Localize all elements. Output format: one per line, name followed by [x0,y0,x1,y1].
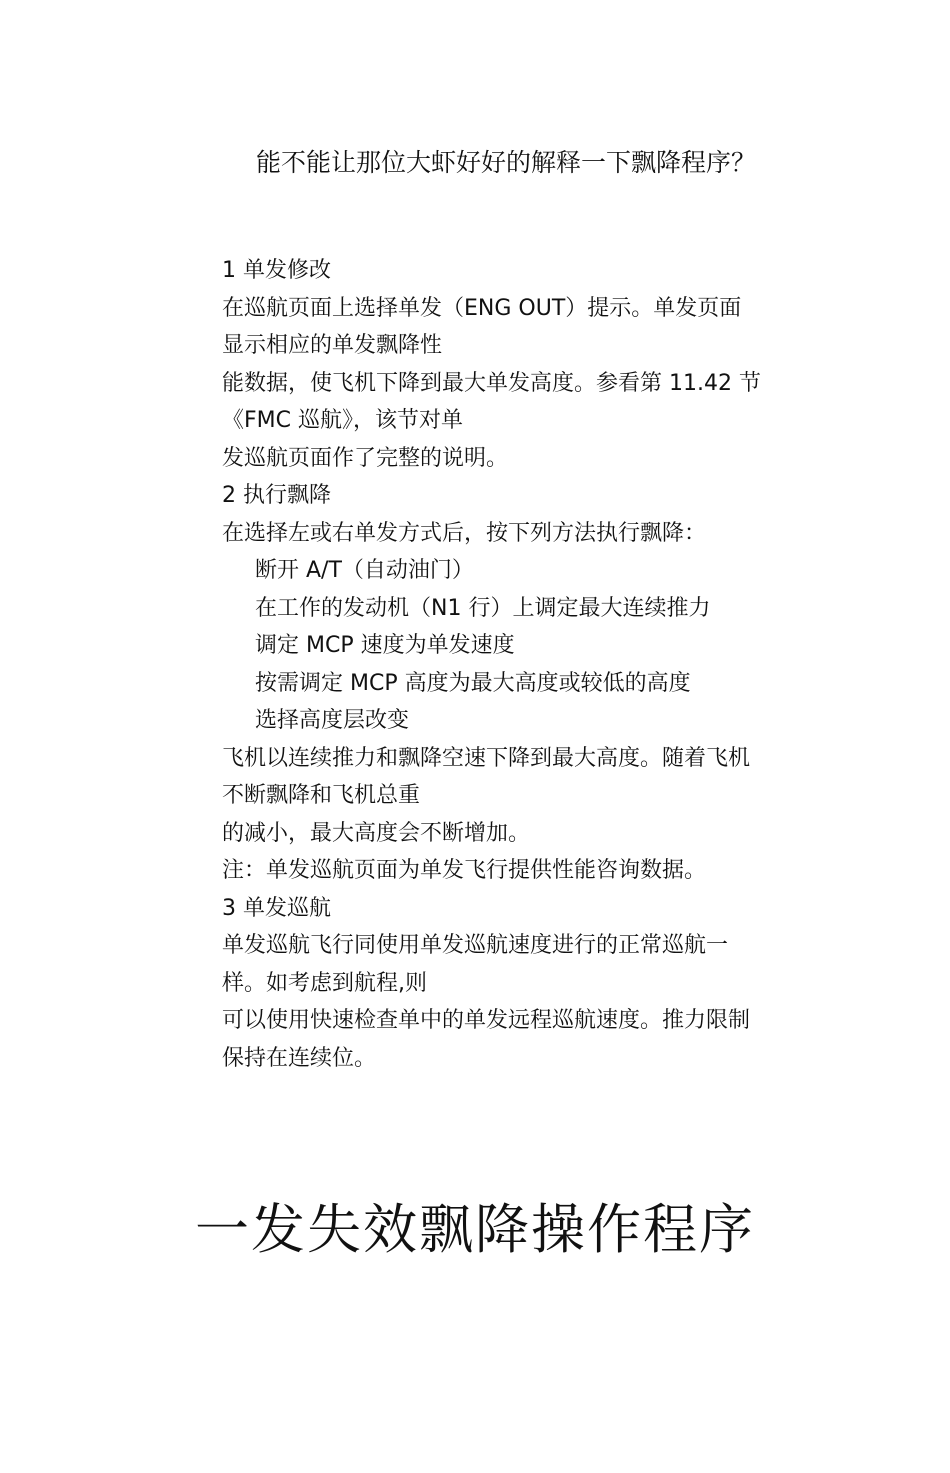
step-line: 调定 MCP 速度为单发速度 [255,633,515,658]
paragraph-line: 在选择左或右单发方式后，按下列方法执行飘降： [222,520,707,546]
paragraph-line: 保持在连续位。 [222,1045,377,1071]
question-heading: 能不能让那位大虾好好的解释一下飘降程序？ [256,148,757,177]
step-line: 按需调定 MCP 高度为最大高度或较低的高度 [255,670,691,696]
paragraph-line: 可以使用快速检查单中的单发远程巡航速度。推力限制 [222,1008,751,1033]
paragraph-line: 飞机以连续推力和飘降空速下降到最大高度。随着飞机 [222,745,751,771]
procedure-text [222,252,822,1077]
section-heading: 3 单发巡航 [222,895,331,921]
paragraph-line: 发巡航页面作了完整的说明。 [222,445,509,471]
step-line: 在工作的发动机（N1 行）上调定最大连续推力 [255,595,711,621]
paragraph-line: 显示相应的单发飘降性 [222,333,443,358]
document-title: 一发失效飘降操作程序 [195,1198,755,1261]
section-heading: 2 执行飘降 [222,483,331,508]
note-line: 注：单发巡航页面为单发飞行提供性能咨询数据。 [222,858,707,883]
paragraph-line: 不断飘降和飞机总重 [222,783,421,808]
paragraph-line: 的减小，最大高度会不断增加。 [222,820,531,846]
paragraph-line: 在巡航页面上选择单发（ENG OUT）提示。单发页面 [222,295,742,321]
paragraph-line: 样。如考虑到航程,则 [222,970,427,996]
step-line: 断开 A/T（自动油门） [255,558,474,583]
paragraph-line: 能数据，使飞机下降到最大单发高度。参看第 11.42 节 [222,370,761,396]
paragraph-line: 《FMC 巡航》，该节对单 [222,408,463,433]
paragraph-line: 单发巡航飞行同使用单发巡航速度进行的正常巡航一 [222,933,729,958]
step-line: 选择高度层改变 [255,708,410,733]
section-heading: 1 单发修改 [222,258,331,283]
